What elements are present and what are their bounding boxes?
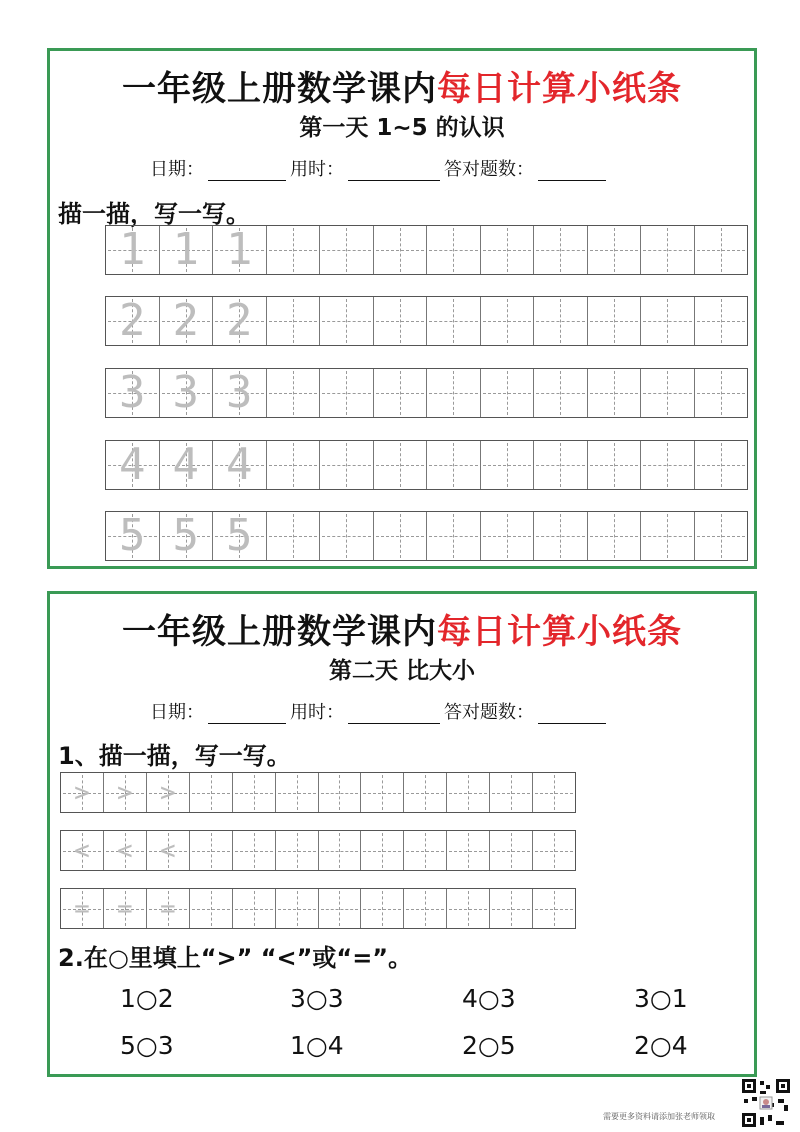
correct-count-label: 答对题数： (444, 702, 534, 723)
writing-cell[interactable] (533, 441, 587, 489)
writing-cell[interactable] (480, 441, 534, 489)
writing-cell[interactable] (275, 889, 318, 928)
trace-cell (61, 773, 103, 812)
writing-cell[interactable] (587, 226, 641, 274)
trace-cell (146, 831, 189, 870)
writing-cell[interactable] (373, 441, 427, 489)
trace-cell (212, 512, 266, 560)
writing-cell[interactable] (232, 831, 275, 870)
section-label: 描一描，写一写。 (58, 200, 250, 228)
trace-cell (106, 512, 159, 560)
title-main: 一年级上册数学课内 (122, 612, 437, 652)
writing-cell[interactable] (360, 773, 403, 812)
writing-cell[interactable] (232, 773, 275, 812)
comparison-item[interactable]: 5○3 (120, 1031, 174, 1060)
trace-cell (146, 773, 189, 812)
trace-glyph: 3 (172, 367, 199, 418)
tracing-grid-row (105, 296, 748, 346)
worksheet-day-2 (47, 591, 757, 1077)
date-label: 日期： (150, 159, 204, 180)
comparison-item[interactable]: 4○3 (462, 984, 516, 1013)
trace-glyph: > (117, 777, 133, 808)
writing-cell[interactable] (403, 831, 446, 870)
trace-glyph: 1 (119, 224, 146, 275)
writing-cell[interactable] (694, 441, 748, 489)
trace-cell (212, 369, 266, 417)
comparison-item[interactable]: 1○2 (120, 984, 174, 1013)
writing-cell[interactable] (532, 831, 575, 870)
section-2-label: 2.在○里填上“>” “<”或“=”。 (58, 944, 413, 972)
trace-cell (212, 297, 266, 345)
writing-cell[interactable] (319, 297, 373, 345)
writing-cell[interactable] (446, 773, 489, 812)
writing-cell[interactable] (266, 297, 320, 345)
trace-cell (212, 441, 266, 489)
footer-note: 需要更多资料请添加张老师领取 (603, 1112, 715, 1121)
tracing-grid-row (105, 440, 748, 490)
writing-cell[interactable] (532, 773, 575, 812)
title-highlight: 每日计算小纸条 (437, 69, 682, 109)
writing-cell[interactable] (694, 369, 748, 417)
writing-cell[interactable] (403, 773, 446, 812)
trace-cell (61, 831, 103, 870)
worksheet-title (50, 604, 754, 653)
time-field[interactable] (348, 703, 440, 724)
comparison-item[interactable]: 3○3 (290, 984, 344, 1013)
correct-count-field[interactable] (538, 160, 606, 181)
writing-cell[interactable] (426, 441, 480, 489)
writing-cell[interactable] (319, 512, 373, 560)
writing-cell[interactable] (489, 773, 532, 812)
writing-cell[interactable] (533, 512, 587, 560)
writing-cell[interactable] (426, 369, 480, 417)
writing-cell[interactable] (480, 226, 534, 274)
writing-cell[interactable] (587, 512, 641, 560)
correct-count-label: 答对题数： (444, 159, 534, 180)
writing-cell[interactable] (360, 889, 403, 928)
writing-cell[interactable] (587, 297, 641, 345)
writing-cell[interactable] (533, 369, 587, 417)
writing-cell[interactable] (640, 226, 694, 274)
writing-cell[interactable] (189, 773, 232, 812)
trace-glyph: 3 (119, 367, 146, 418)
tracing-grid-row (105, 511, 748, 561)
writing-cell[interactable] (640, 369, 694, 417)
writing-cell[interactable] (480, 369, 534, 417)
date-field[interactable] (208, 160, 286, 181)
section-1-label: 1、描一描，写一写。 (58, 742, 291, 770)
comparison-item[interactable]: 2○5 (462, 1031, 516, 1060)
writing-cell[interactable] (189, 889, 232, 928)
trace-cell (146, 889, 189, 928)
writing-cell[interactable] (232, 889, 275, 928)
trace-cell (106, 297, 159, 345)
trace-cell (103, 889, 146, 928)
writing-cell[interactable] (266, 512, 320, 560)
time-label: 用时： (290, 702, 344, 723)
title-highlight: 每日计算小纸条 (437, 612, 682, 652)
writing-cell[interactable] (318, 831, 361, 870)
writing-cell[interactable] (640, 512, 694, 560)
writing-cell[interactable] (319, 441, 373, 489)
comparison-item[interactable]: 3○1 (634, 984, 688, 1013)
trace-glyph: = (117, 893, 133, 924)
trace-cell (106, 226, 159, 274)
title-main: 一年级上册数学课内 (122, 69, 437, 109)
writing-cell[interactable] (694, 512, 748, 560)
writing-cell[interactable] (533, 297, 587, 345)
tracing-grid-row (60, 888, 576, 929)
trace-glyph: 2 (226, 295, 253, 346)
date-field[interactable] (208, 703, 286, 724)
writing-cell[interactable] (318, 773, 361, 812)
trace-glyph: = (74, 893, 90, 924)
writing-cell[interactable] (426, 297, 480, 345)
tracing-grid-row (105, 225, 748, 275)
writing-cell[interactable] (533, 226, 587, 274)
time-field[interactable] (348, 160, 440, 181)
date-label: 日期： (150, 702, 204, 723)
trace-glyph: < (74, 835, 90, 866)
trace-glyph: 4 (172, 439, 199, 490)
writing-cell[interactable] (426, 226, 480, 274)
correct-count-field[interactable] (538, 703, 606, 724)
writing-cell[interactable] (319, 369, 373, 417)
writing-cell[interactable] (480, 512, 534, 560)
worksheet-subtitle: 第一天 1~5 的认识 (299, 115, 505, 141)
comparison-item[interactable]: 1○4 (290, 1031, 344, 1060)
writing-cell[interactable] (318, 889, 361, 928)
writing-cell[interactable] (360, 831, 403, 870)
writing-cell[interactable] (587, 369, 641, 417)
trace-glyph: > (159, 777, 176, 808)
writing-cell[interactable] (587, 441, 641, 489)
worksheet-day-1 (47, 48, 757, 569)
trace-cell (61, 889, 103, 928)
writing-cell[interactable] (275, 831, 318, 870)
writing-cell[interactable] (319, 226, 373, 274)
info-line (150, 698, 610, 724)
trace-cell (212, 226, 266, 274)
trace-cell (106, 369, 159, 417)
worksheet-title (50, 61, 754, 110)
trace-glyph: > (74, 777, 90, 808)
trace-glyph: 4 (119, 439, 146, 490)
writing-cell[interactable] (446, 889, 489, 928)
writing-cell[interactable] (189, 831, 232, 870)
writing-cell[interactable] (694, 297, 748, 345)
trace-glyph: 4 (226, 439, 253, 490)
qr-code-icon (740, 1077, 792, 1129)
writing-cell[interactable] (373, 297, 427, 345)
writing-cell[interactable] (373, 512, 427, 560)
writing-cell[interactable] (640, 297, 694, 345)
info-line (150, 155, 610, 181)
trace-glyph: 3 (226, 367, 253, 418)
trace-glyph: = (159, 893, 176, 924)
trace-cell (159, 441, 213, 489)
trace-glyph: 1 (172, 224, 199, 275)
writing-cell[interactable] (426, 512, 480, 560)
trace-glyph: 2 (172, 295, 199, 346)
trace-cell (103, 773, 146, 812)
trace-cell (159, 226, 213, 274)
writing-cell[interactable] (489, 831, 532, 870)
writing-cell[interactable] (532, 889, 575, 928)
trace-glyph: 5 (226, 510, 253, 561)
time-label: 用时： (290, 159, 344, 180)
writing-cell[interactable] (266, 441, 320, 489)
writing-cell[interactable] (373, 369, 427, 417)
writing-cell[interactable] (694, 226, 748, 274)
trace-glyph: 1 (226, 224, 253, 275)
writing-cell[interactable] (446, 831, 489, 870)
writing-cell[interactable] (489, 889, 532, 928)
writing-cell[interactable] (403, 889, 446, 928)
trace-glyph: < (159, 835, 176, 866)
writing-cell[interactable] (640, 441, 694, 489)
worksheet-subtitle: 第二天 比大小 (328, 658, 475, 684)
trace-glyph: 5 (119, 510, 146, 561)
writing-cell[interactable] (275, 773, 318, 812)
tracing-grid-row (60, 772, 576, 813)
writing-cell[interactable] (266, 369, 320, 417)
trace-glyph: 2 (119, 295, 146, 346)
comparison-item[interactable]: 2○4 (634, 1031, 688, 1060)
tracing-grid-row (105, 368, 748, 418)
trace-glyph: < (117, 835, 133, 866)
writing-cell[interactable] (266, 226, 320, 274)
trace-cell (159, 369, 213, 417)
trace-cell (159, 512, 213, 560)
trace-cell (106, 441, 159, 489)
tracing-grid-row (60, 830, 576, 871)
trace-cell (159, 297, 213, 345)
writing-cell[interactable] (373, 226, 427, 274)
trace-cell (103, 831, 146, 870)
writing-cell[interactable] (480, 297, 534, 345)
trace-glyph: 5 (172, 510, 199, 561)
